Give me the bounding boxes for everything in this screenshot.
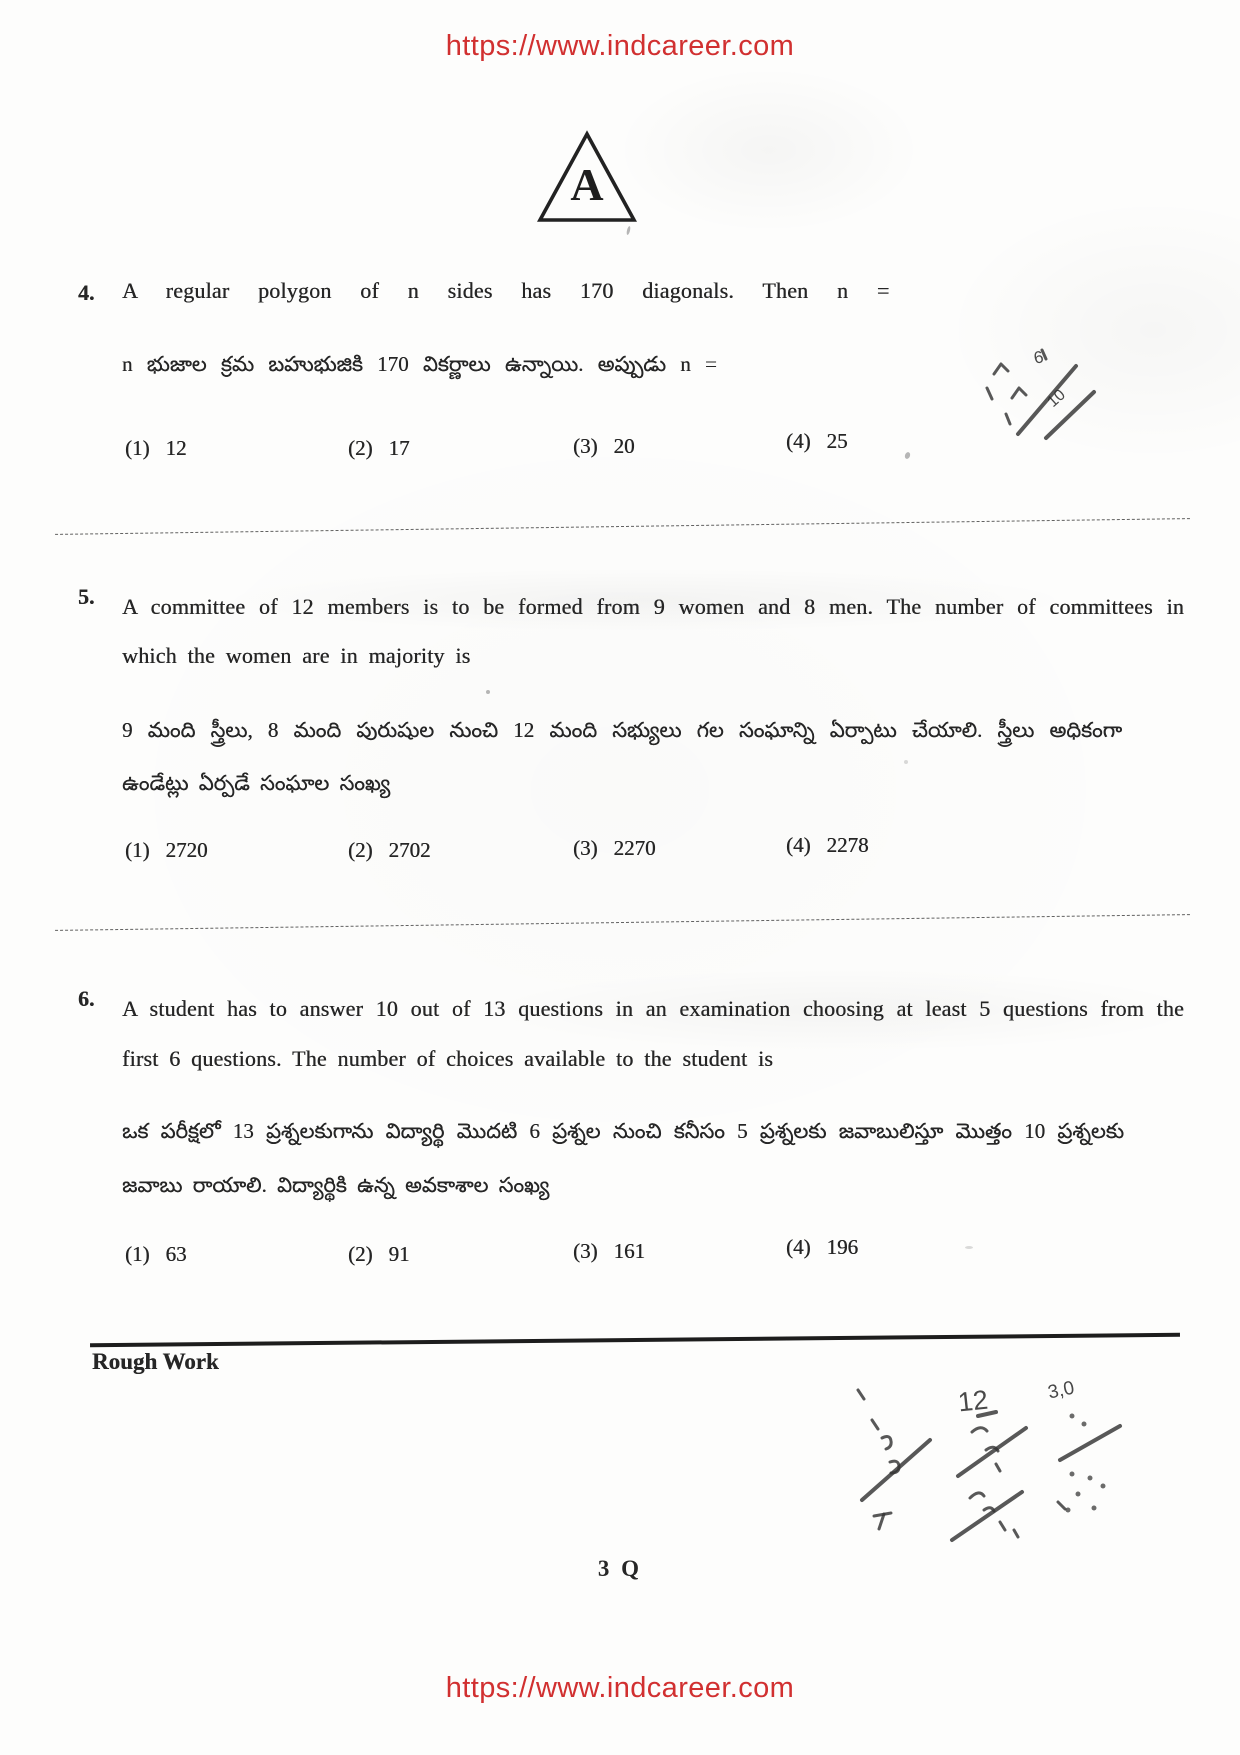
rough-work-heading: Rough Work (92, 1349, 219, 1374)
q6-option-4 (786, 1235, 858, 1260)
question-5-text-te: 9 మంది స్త్రీలు, 8 మంది పురుషుల నుంచి 12 మంది సభ్యులు గల సంఘాన్ని ఏర్పాటు చేయాలి. స్త్రీలు అధికంగా ఉండేట్లు ఏర్పడే సంఘాల సంఖ్య (122, 718, 1122, 795)
option-value: 91 (388, 1242, 410, 1266)
handwritten-digit: 3,0 (1046, 1377, 1077, 1404)
option-value: 2720 (165, 838, 208, 862)
option-label: (4) (786, 429, 811, 453)
q4-option-1 (125, 436, 187, 461)
section-a-badge (537, 130, 637, 224)
option-label: (2) (348, 436, 373, 460)
option-value: 161 (613, 1239, 645, 1263)
header-url: https://www.indcareer.com (445, 30, 795, 62)
question-4-number: 4. (78, 280, 95, 305)
q4-option-4 (786, 429, 848, 454)
option-value: 196 (826, 1235, 858, 1259)
option-label: (4) (786, 1235, 811, 1259)
scan-speck (965, 1246, 973, 1249)
scan-speck (904, 451, 911, 459)
footer-url: https://www.indcareer.com (445, 1672, 795, 1704)
question-separator (55, 518, 1190, 535)
q5-option-1 (125, 838, 208, 863)
handwritten-scribble-q4 (982, 336, 1114, 444)
option-label: (3) (573, 434, 598, 458)
question-6-text-en: A student has to answer 10 out of 13 questions in an examination choosing at least 5 questions from the first 6 questions. The number of choices available to the student is (122, 996, 1184, 1071)
option-value: 12 (165, 436, 187, 460)
q5-option-4 (786, 833, 869, 858)
page-number: 3 Q (597, 1556, 643, 1581)
option-value: 2270 (613, 836, 656, 860)
option-label: (3) (573, 1239, 598, 1263)
option-value: 2278 (826, 833, 869, 857)
scan-speck (486, 690, 490, 694)
handwritten-digit: 6 (1032, 347, 1046, 368)
option-value: 63 (165, 1242, 187, 1266)
q4-option-2 (348, 436, 410, 461)
question-6-text-te: ఒక పరీక్షలో 13 ప్రశ్నలకుగాను విద్యార్థి మొదటి 6 ప్రశ్నల నుంచి కనీసం 5 ప్రశ్నలకు జవాబులిస్తూ మొత్తం 10 ప్రశ్నలకు జవాబు రాయాలి. విద్యార్థికి ఉన్న అవకాశాల సంఖ్య (122, 1119, 1124, 1197)
section-label: A (570, 159, 604, 210)
option-label: (2) (348, 1242, 373, 1266)
option-label: (1) (125, 1242, 150, 1266)
option-label: (3) (573, 836, 598, 860)
option-value: 17 (388, 436, 410, 460)
q6-option-1 (125, 1242, 187, 1267)
option-label: (1) (125, 436, 150, 460)
option-value: 20 (613, 434, 635, 458)
question-separator (55, 914, 1190, 931)
q6-option-2 (348, 1242, 410, 1267)
option-value: 25 (826, 429, 848, 453)
question-4-text-en: A regular polygon of n sides has 170 diagonals. Then n = (122, 278, 890, 303)
option-label: (1) (125, 838, 150, 862)
question-5-text-en: A committee of 12 members is to be formed from 9 women and 8 men. The number of committees in which the women are in majority is (122, 594, 1184, 668)
question-6-number: 6. (78, 986, 95, 1011)
handwritten-digit: 12 (956, 1384, 990, 1418)
option-label: (4) (786, 833, 811, 857)
option-value: 2702 (388, 838, 431, 862)
scan-speck (904, 760, 908, 764)
rough-work-rule (90, 1333, 1180, 1347)
q5-option-3 (573, 836, 656, 861)
q5-option-2 (348, 838, 431, 863)
q4-option-3 (573, 434, 635, 459)
question-5-number: 5. (78, 584, 95, 609)
handwritten-digit: 10 (1044, 386, 1069, 411)
scan-speck (626, 226, 631, 235)
question-4-text-te: n భుజాల క్రమ బహుభుజికి 170 వికర్ణాలు ఉన్నాయి. అప్పుడు n = (122, 352, 717, 376)
option-label: (2) (348, 838, 373, 862)
q6-option-3 (573, 1239, 645, 1264)
